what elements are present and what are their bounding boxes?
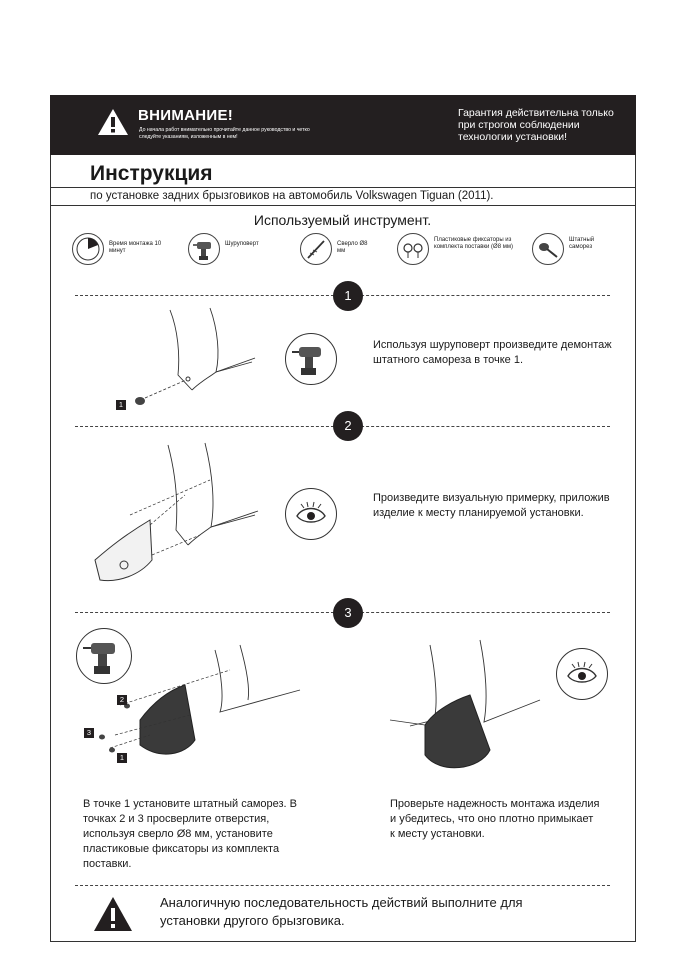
step-number: 1 [333, 281, 363, 311]
final-note: Аналогичную последовательность действий выполните для установки другого брызговика. [160, 895, 523, 928]
step-number: 3 [333, 598, 363, 628]
guarantee-text: Гарантия действительна только при строгом соблюдении технологии установки! [458, 107, 614, 143]
point-tag: 2 [117, 695, 127, 705]
tool-label: Штатный саморез [569, 237, 595, 250]
step-instruction: Произведите визуальную примерку, приложив изделие к месту планируемой установки. [373, 492, 610, 519]
screw-icon [532, 233, 564, 265]
tool-item [300, 233, 390, 267]
step-number: 2 [333, 411, 363, 441]
eye-icon [285, 488, 337, 540]
tool-label: Пластиковые фиксаторы из комплекта поставки (Ø8 мм) [434, 237, 513, 250]
page-subtitle: по установке задних брызговиков на автомобиль Volkswagen Tiguan (2011). [90, 190, 494, 202]
tool-label: Шуруповерт [225, 241, 259, 247]
drill-icon [188, 233, 220, 265]
eye-icon [556, 648, 608, 700]
point-tag: 1 [117, 753, 127, 763]
plastic-clips-icon [397, 233, 429, 265]
step-instruction-right: Проверьте надежность монтажа изделия и убедитесь, что оно плотно примыкает к месту установки. [390, 798, 600, 840]
warning-icon [97, 108, 129, 136]
warning-icon [93, 896, 133, 932]
page-title: Инструкция [90, 162, 213, 185]
drill-icon [285, 333, 337, 385]
attention-text: До начала работ внимательно прочитайте данное руководство и четко следуйте указаниям, изложенным в нем! [139, 127, 310, 140]
tool-label: Время монтажа 10 минут [109, 241, 162, 254]
tool-label: Сверло Ø8 мм [337, 241, 368, 254]
tool-item [188, 233, 288, 267]
step-divider [75, 885, 610, 886]
drill-bit-icon [300, 233, 332, 265]
tool-item [72, 233, 182, 267]
point-tag: 1 [116, 400, 126, 410]
clock-icon [72, 233, 104, 265]
step-instruction: Используя шуруповерт произведите демонтаж штатного самореза в точке 1. [373, 339, 612, 366]
tool-item [532, 233, 612, 267]
divider [50, 205, 636, 206]
point-tag: 3 [84, 728, 94, 738]
tools-heading: Используемый инструмент. [253, 212, 432, 228]
divider [50, 187, 636, 188]
warning-header [50, 95, 636, 155]
tool-item [397, 233, 527, 267]
step-instruction-left: В точке 1 установите штатный саморез. В точках 2 и 3 просверлите отверстия, используя сверло Ø8 мм, установите пластиковые фиксаторы из комплекта поставки. [83, 798, 297, 870]
attention-title: ВНИМАНИЕ! [138, 107, 234, 124]
